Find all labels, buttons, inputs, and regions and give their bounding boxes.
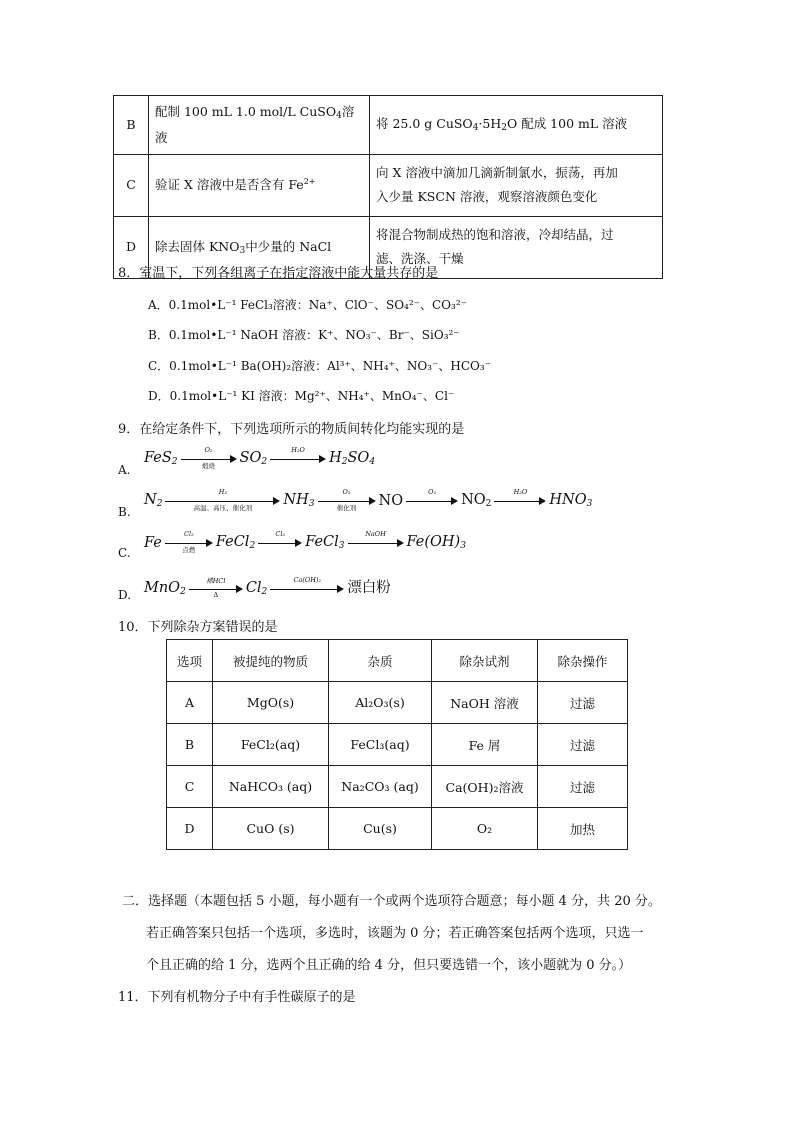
q9-label-d: D. xyxy=(118,588,132,602)
q9-label-c: C. xyxy=(118,546,131,560)
species: 漂白粉 xyxy=(347,580,391,596)
header-cell: 除杂操作 xyxy=(538,640,628,682)
reaction-arrow: H₂O xyxy=(494,493,546,509)
section-2-instruction: 若正确答案只包括一个选项，多选时，该题为 0 分；若正确答案包括两个选项，只选一 xyxy=(146,926,644,941)
reaction-arrow: H₂ 高温、高压、催化剂 xyxy=(165,493,280,509)
table-cell: CuO (s) xyxy=(213,808,329,850)
species: NO xyxy=(378,493,404,509)
reaction-arrow: Cl₂ 点燃 xyxy=(165,535,213,551)
species: Fe xyxy=(144,535,162,551)
species: $HNO_3$ xyxy=(549,492,593,509)
table-cell: C xyxy=(167,766,213,808)
q8-option-a: A．0.1mol•L⁻¹ FeCl₃溶液：Na⁺、ClO⁻、SO₄²⁻、CO₃²⁻ xyxy=(148,298,467,312)
q9-reaction-b xyxy=(144,488,593,512)
table-row xyxy=(114,96,663,155)
table-cell: Ca(OH)₂溶液 xyxy=(432,766,538,808)
header-cell: 杂质 xyxy=(329,640,432,682)
reaction-arrow: O₂ 催化剂 xyxy=(318,493,376,509)
purpose-cell: 除去固体 $KNO_3$中少量的 NaCl xyxy=(149,216,370,278)
table-row xyxy=(167,724,628,766)
reaction-arrow: O₂ 煅烧 xyxy=(181,451,237,467)
header-cell: 被提纯的物质 xyxy=(213,640,329,682)
q9-reaction-c xyxy=(144,530,466,554)
method-cell: 向 X 溶液中滴加几滴新制氯水，振荡，再加 入少量 KSCN 溶液，观察溶液颜色变化 xyxy=(370,154,663,216)
reaction-arrow: 稀HCl Δ xyxy=(189,581,243,597)
table-row xyxy=(167,682,628,724)
method-cell: 将混合物制成热的饱和溶液，冷却结晶，过 滤、洗涤、干燥 xyxy=(370,216,663,278)
table-cell: FeCl₃(aq) xyxy=(329,724,432,766)
q9-label-b: B. xyxy=(118,505,131,519)
table-cell: O₂ xyxy=(432,808,538,850)
species: $H_2SO_4$ xyxy=(329,450,376,467)
option-cell: B xyxy=(114,96,149,155)
table-cell: Al₂O₃(s) xyxy=(329,682,432,724)
species: $N_2$ xyxy=(144,492,163,509)
method-cell: 将 25.0 g $CuSO_4\cdot 5H_2O$ 配成 100 mL 溶液 xyxy=(370,96,663,155)
species: $Fe(OH)_3$ xyxy=(406,534,466,551)
q8-option-d: D．0.1mol•L⁻¹ KI 溶液：Mg²⁺、NH₄⁺、MnO₄⁻、Cl⁻ xyxy=(148,389,455,403)
table-cell: NaOH 溶液 xyxy=(432,682,538,724)
species: FeCl$_2$ xyxy=(215,534,256,551)
table-cell: Na₂CO₃ (aq) xyxy=(329,766,432,808)
option-cell: D xyxy=(114,216,149,278)
species: $SO_2$ xyxy=(239,450,268,467)
table-cell: A xyxy=(167,682,213,724)
species: $NH_3$ xyxy=(283,492,315,509)
section-2-instruction: 个且正确的给 1 分，选两个且正确的给 4 分，但只要选错一个，该小题就为 0 分。） xyxy=(146,958,632,973)
table-cell: Cu(s) xyxy=(329,808,432,850)
species: $NO_2$ xyxy=(461,492,492,509)
species: FeCl$_3$ xyxy=(305,534,345,551)
question-9-stem: 9．在给定条件下，下列选项所示的物质间转化均能实现的是 xyxy=(118,422,465,437)
purification-table xyxy=(166,639,628,850)
reaction-arrow: Cl₂ xyxy=(258,535,302,551)
table-cell: 过滤 xyxy=(538,682,628,724)
experiment-table xyxy=(113,95,663,279)
table-cell: 过滤 xyxy=(538,724,628,766)
table-row xyxy=(167,808,628,850)
table-cell: NaHCO₃ (aq) xyxy=(213,766,329,808)
reaction-arrow: H₂O xyxy=(270,451,326,467)
header-cell: 除杂试剂 xyxy=(432,640,538,682)
species: $Cl_2$ xyxy=(245,580,268,597)
table-cell: D xyxy=(167,808,213,850)
purpose-cell: 配制 100 mL 1.0 mol/L CuSO$_4$溶液 xyxy=(149,96,370,155)
header-cell: 选项 xyxy=(167,640,213,682)
reaction-arrow: O₂ xyxy=(406,493,458,509)
reaction-arrow: NaOH xyxy=(348,535,404,551)
q8-option-c: C．0.1mol•L⁻¹ Ba(OH)₂溶液：Al³⁺、NH₄⁺、NO₃⁻、HCO₃⁻ xyxy=(148,359,492,373)
table-cell: MgO(s) xyxy=(213,682,329,724)
q9-reaction-a xyxy=(144,446,376,470)
q8-option-b: B．0.1mol•L⁻¹ NaOH 溶液：K⁺、NO₃⁻、Br⁻、SiO₃²⁻ xyxy=(148,328,460,342)
table-row xyxy=(114,154,663,216)
table-cell: Fe 屑 xyxy=(432,724,538,766)
purpose-cell: 验证 X 溶液中是否含有 $Fe^{2+}$ xyxy=(149,154,370,216)
q9-label-a: A. xyxy=(118,463,131,477)
species: MnO$_2$ xyxy=(144,580,186,597)
question-11-stem: 11．下列有机物分子中有手性碳原子的是 xyxy=(118,990,356,1005)
table-cell: FeCl₂(aq) xyxy=(213,724,329,766)
table-row xyxy=(167,766,628,808)
section-2-heading: 二．选择题（本题包括 5 小题，每小题有一个或两个选项符合题意；每小题 4 分，共 20 分。 xyxy=(122,894,661,909)
table-header-row xyxy=(167,640,628,682)
species: FeS$_2$ xyxy=(144,450,178,467)
option-cell: C xyxy=(114,154,149,216)
question-8-stem: 8．室温下，下列各组离子在指定溶液中能大量共存的是 xyxy=(118,266,439,281)
table-cell: B xyxy=(167,724,213,766)
q9-reaction-d xyxy=(144,576,391,597)
table-cell: 加热 xyxy=(538,808,628,850)
question-10-stem: 10．下列除杂方案错误的是 xyxy=(118,620,278,635)
table-cell: 过滤 xyxy=(538,766,628,808)
reaction-arrow: Ca(OH)₂ xyxy=(270,581,344,597)
